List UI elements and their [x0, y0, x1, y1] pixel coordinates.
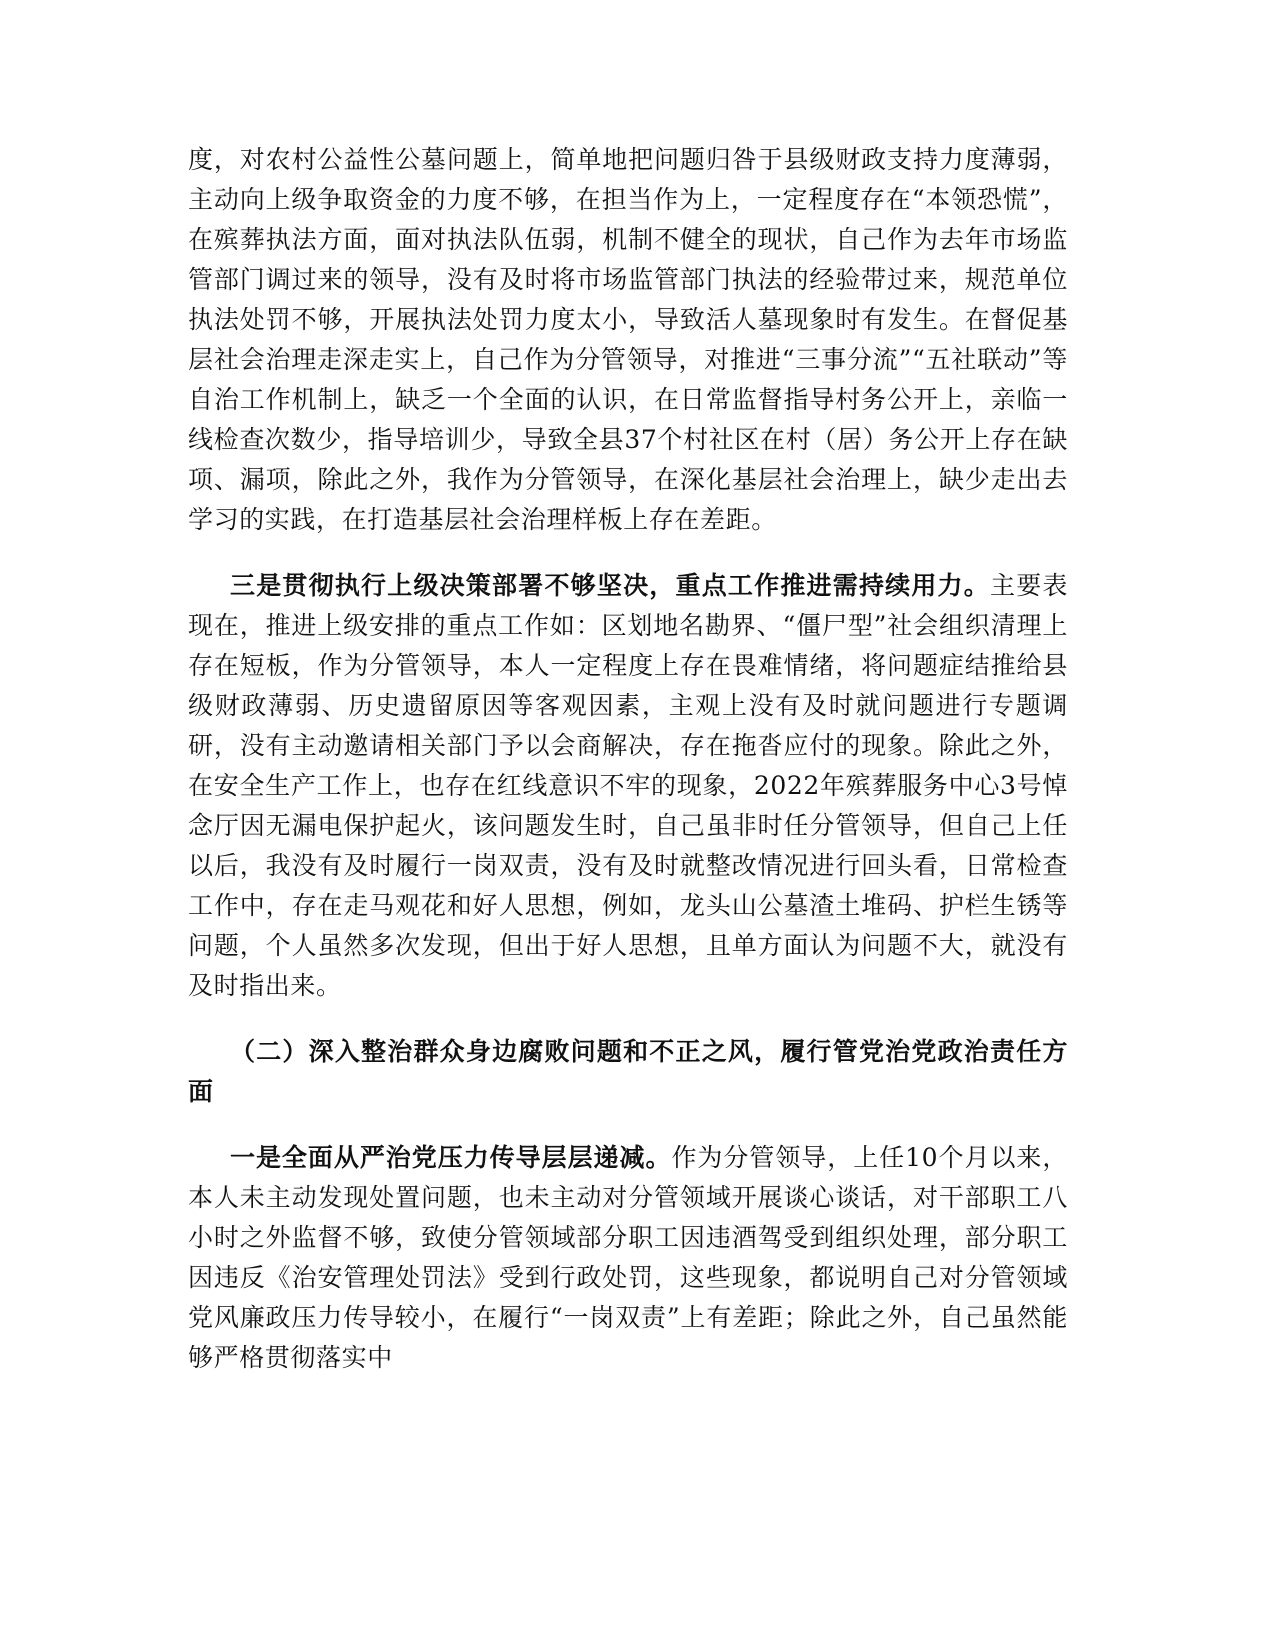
paragraph-lead: 一是全面从严治党压力传导层层递减。 — [230, 1143, 672, 1172]
paragraph-text: 主要表现在，推进上级安排的重点工作如：区划地名勘界、“僵尸型”社会组织清理上存在短板，作为分管领导，本人一定程度上存在畏难情绪，将问题症结推给县级财政薄弱、历史遗留原因等客观因素，主观上没有及时就问题进行专题调研，没有主动邀请相关部门予以会商解决，存在拖沓应付的现象。除此之外，在安全生产工作上，也存在红线意识不牢的现象，2022年殡葬服务中心3号悼念厅因无漏电保护起火，该问题发生时，自己虽非时任分管领导，但自己上任以后，我没有及时履行一岗双责，没有及时就整改情况进行回头看，日常检查工作中，存在走马观花和好人思想，例如，龙头山公墓渣土堆码、护栏生锈等问题，个人虽然多次发现，但出于好人思想，且单方面认为问题不大，就没有及时指出来。 — [188, 571, 1068, 1000]
section-heading — [188, 1032, 1068, 1112]
paragraph-point-three — [188, 566, 1068, 1006]
document-page — [188, 140, 1068, 1404]
paragraph-text: 作为分管领导，上任10个月以来，本人未主动发现处置问题，也未主动对分管领域开展谈心谈话，对干部职工八小时之外监督不够，致使分管领域部分职工因违酒驾受到组织处理，部分职工因违反《治安管理处罚法》受到行政处罚，这些现象，都说明自己对分管领域党风廉政压力传导较小，在履行“一岗双责”上有差距；除此之外，自己虽然能够严格贯彻落实中 — [188, 1143, 1069, 1372]
paragraph-point-one — [188, 1138, 1068, 1378]
paragraph-continued — [188, 140, 1068, 540]
paragraph-lead: 三是贯彻执行上级决策部署不够坚决，重点工作推进需持续用力。 — [230, 571, 990, 600]
section-heading-text: （二）深入整治群众身边腐败问题和不正之风，履行管党治党政治责任方面 — [188, 1037, 1068, 1106]
paragraph-text: 度，对农村公益性公墓问题上，简单地把问题归咎于县级财政支持力度薄弱，主动向上级争取资金的力度不够，在担当作为上，一定程度存在“本领恐慌”，在殡葬执法方面，面对执法队伍弱，机制不健全的现状，自己作为去年市场监管部门调过来的领导，没有及时将市场监管部门执法的经验带过来，规范单位执法处罚不够，开展执法处罚力度太小，导致活人墓现象时有发生。在督促基层社会治理走深走实上，自己作为分管领导，对推进“三事分流”“五社联动”等自治工作机制上，缺乏一个全面的认识，在日常监督指导村务公开上，亲临一线检查次数少，指导培训少，导致全县37个村社区在村（居）务公开上存在缺项、漏项，除此之外，我作为分管领导，在深化基层社会治理上，缺少走出去学习的实践，在打造基层社会治理样板上存在差距。 — [188, 145, 1068, 534]
